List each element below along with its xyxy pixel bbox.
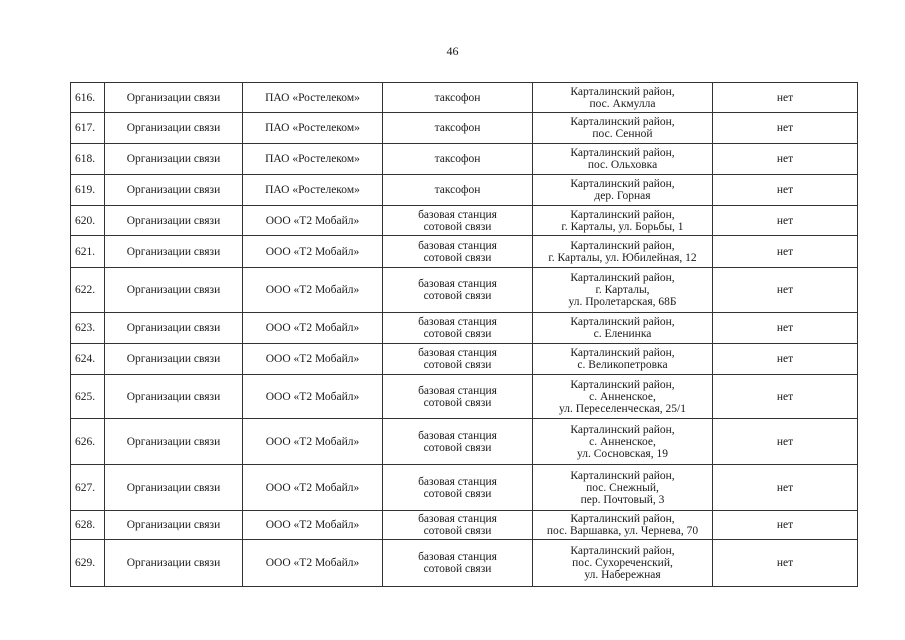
object-cell <box>383 236 533 268</box>
address-cell <box>533 511 713 540</box>
object-cell <box>383 375 533 419</box>
address-cell <box>533 236 713 268</box>
address-cell <box>533 419 713 465</box>
category-cell: Организации связи <box>105 113 243 144</box>
object-cell <box>383 83 533 113</box>
table-row <box>71 268 858 313</box>
row-number: 627. <box>71 465 105 511</box>
organization-cell: ПАО «Ростелеком» <box>243 144 383 175</box>
address-text: Карталинский район, с. Великопетровка <box>570 347 675 371</box>
status-cell: нет <box>713 175 858 206</box>
object-text: таксофон <box>434 91 481 104</box>
category-cell: Организации связи <box>105 268 243 313</box>
address-cell <box>533 540 713 587</box>
row-number: 622. <box>71 268 105 313</box>
category-cell: Организации связи <box>105 144 243 175</box>
status-cell: нет <box>713 540 858 587</box>
status-cell: нет <box>713 113 858 144</box>
organization-cell: ООО «Т2 Мобайл» <box>243 375 383 419</box>
object-text: базовая станция сотовой связи <box>418 239 497 264</box>
address-cell <box>533 113 713 144</box>
object-text: базовая станция сотовой связи <box>418 429 497 454</box>
organization-cell: ООО «Т2 Мобайл» <box>243 419 383 465</box>
table-row <box>71 113 858 144</box>
table-row <box>71 144 858 175</box>
table-row <box>71 313 858 344</box>
row-number: 619. <box>71 175 105 206</box>
address-text: Карталинский район, пос. Ольховка <box>570 147 675 171</box>
object-text: таксофон <box>434 153 481 165</box>
address-cell <box>533 375 713 419</box>
row-number: 626. <box>71 419 105 465</box>
object-cell <box>383 175 533 206</box>
row-number: 621. <box>71 236 105 268</box>
category-cell: Организации связи <box>105 419 243 465</box>
organization-cell: ПАО «Ростелеком» <box>243 175 383 206</box>
object-text: базовая станция сотовой связи <box>418 316 497 340</box>
organization-cell: ООО «Т2 Мобайл» <box>243 511 383 540</box>
status-cell: нет <box>713 144 858 175</box>
category-cell: Организации связи <box>105 375 243 419</box>
address-text: Карталинский район, г. Карталы, ул. Пролетарская, 68Б <box>568 272 677 308</box>
status-cell: нет <box>713 375 858 419</box>
address-text: Карталинский район, г. Карталы, ул. Юбилейная, 12 <box>548 239 697 264</box>
row-number: 616. <box>71 83 105 113</box>
object-text: базовая станция сотовой связи <box>418 475 497 500</box>
address-cell <box>533 344 713 375</box>
organization-cell: ООО «Т2 Мобайл» <box>243 206 383 236</box>
organization-cell: ООО «Т2 Мобайл» <box>243 465 383 511</box>
object-cell <box>383 268 533 313</box>
address-text: Карталинский район, с. Еленинка <box>570 316 675 340</box>
organization-cell: ООО «Т2 Мобайл» <box>243 540 383 587</box>
category-cell: Организации связи <box>105 313 243 344</box>
address-cell <box>533 175 713 206</box>
object-text: базовая станция сотовой связи <box>418 347 497 371</box>
row-number: 620. <box>71 206 105 236</box>
table-row <box>71 511 858 540</box>
address-text: Карталинский район, пос. Сенной <box>570 116 675 140</box>
object-text: базовая станция сотовой связи <box>418 551 497 575</box>
row-number: 629. <box>71 540 105 587</box>
object-text: базовая станция сотовой связи <box>418 513 497 537</box>
category-cell: Организации связи <box>105 236 243 268</box>
table-row <box>71 175 858 206</box>
object-cell <box>383 465 533 511</box>
table-row <box>71 419 858 465</box>
category-cell: Организации связи <box>105 344 243 375</box>
object-cell <box>383 511 533 540</box>
table-row <box>71 206 858 236</box>
category-cell: Организации связи <box>105 206 243 236</box>
address-cell <box>533 83 713 113</box>
object-cell <box>383 344 533 375</box>
organization-cell: ПАО «Ростелеком» <box>243 113 383 144</box>
address-cell <box>533 144 713 175</box>
status-cell: нет <box>713 465 858 511</box>
table-row <box>71 236 858 268</box>
status-cell: нет <box>713 206 858 236</box>
address-text: Карталинский район, пос. Сухореченский, ул. Набережная <box>570 545 675 581</box>
category-cell: Организации связи <box>105 175 243 206</box>
organization-cell: ООО «Т2 Мобайл» <box>243 268 383 313</box>
object-text: таксофон <box>434 122 481 134</box>
row-number: 628. <box>71 511 105 540</box>
table-row <box>71 375 858 419</box>
status-cell: нет <box>713 344 858 375</box>
address-cell <box>533 313 713 344</box>
organization-cell: ООО «Т2 Мобайл» <box>243 236 383 268</box>
status-cell: нет <box>713 83 858 113</box>
object-cell <box>383 206 533 236</box>
category-cell: Организации связи <box>105 540 243 587</box>
row-number: 617. <box>71 113 105 144</box>
object-cell <box>383 313 533 344</box>
status-cell: нет <box>713 419 858 465</box>
table-row <box>71 344 858 375</box>
address-text: Карталинский район, пос. Варшавка, ул. Чернева, 70 <box>546 513 699 537</box>
address-text: Карталинский район, г. Карталы, ул. Борьбы, 1 <box>561 208 684 233</box>
registry-table <box>70 82 858 587</box>
address-text: Карталинский район, пос. Снежный, пер. Почтовый, 3 <box>570 469 675 506</box>
address-cell <box>533 206 713 236</box>
object-text: базовая станция сотовой связи <box>418 278 497 302</box>
status-cell: нет <box>713 236 858 268</box>
address-cell <box>533 268 713 313</box>
row-number: 624. <box>71 344 105 375</box>
organization-cell: ООО «Т2 Мобайл» <box>243 344 383 375</box>
address-text: Карталинский район, с. Анненское, ул. Переселенческая, 25/1 <box>559 378 686 415</box>
address-text: Карталинский район, пос. Акмулла <box>570 85 675 110</box>
object-cell <box>383 419 533 465</box>
object-cell <box>383 540 533 587</box>
table-row <box>71 465 858 511</box>
object-cell <box>383 144 533 175</box>
row-number: 625. <box>71 375 105 419</box>
object-text: базовая станция сотовой связи <box>418 208 497 233</box>
page-number: 46 <box>446 44 459 58</box>
object-text: таксофон <box>434 184 481 196</box>
status-cell: нет <box>713 268 858 313</box>
row-number: 618. <box>71 144 105 175</box>
status-cell: нет <box>713 313 858 344</box>
object-text: базовая станция сотовой связи <box>418 384 497 409</box>
category-cell: Организации связи <box>105 83 243 113</box>
table-row <box>71 540 858 587</box>
row-number: 623. <box>71 313 105 344</box>
address-cell <box>533 465 713 511</box>
organization-cell: ПАО «Ростелеком» <box>243 83 383 113</box>
address-text: Карталинский район, с. Анненское, ул. Сосновская, 19 <box>570 423 675 460</box>
object-cell <box>383 113 533 144</box>
category-cell: Организации связи <box>105 465 243 511</box>
table-row <box>71 83 858 113</box>
category-cell: Организации связи <box>105 511 243 540</box>
status-cell: нет <box>713 511 858 540</box>
address-text: Карталинский район, дер. Горная <box>570 178 675 202</box>
organization-cell: ООО «Т2 Мобайл» <box>243 313 383 344</box>
